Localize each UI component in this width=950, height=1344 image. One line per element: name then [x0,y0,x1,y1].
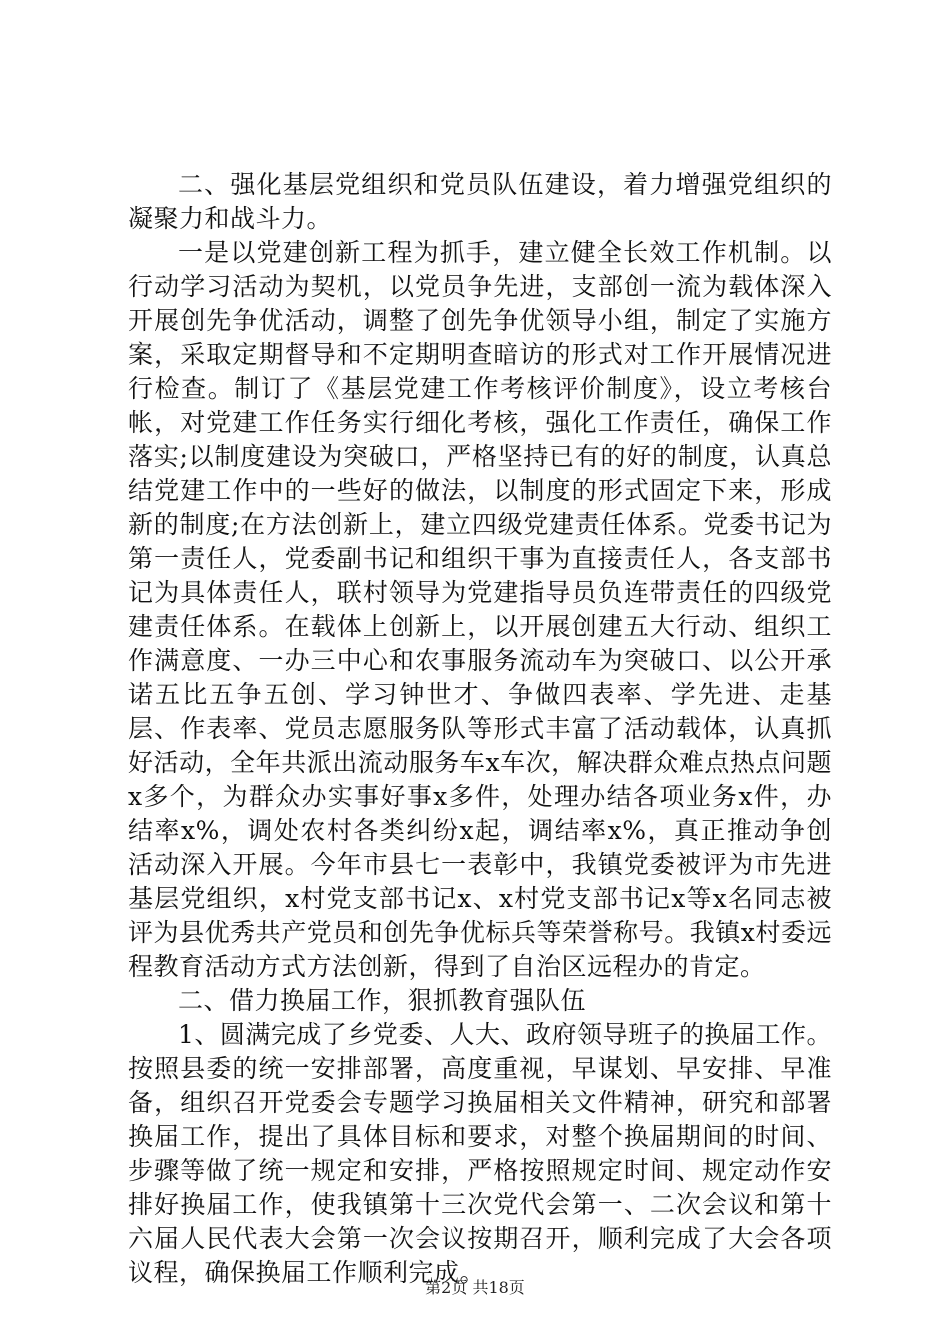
document-body [128,168,832,1290]
section-heading-1: 二、强化基层党组织和党员队伍建设，着力增强党组织的凝聚力和战斗力。 [128,170,832,233]
section-heading-2: 二、借力换届工作，狠抓教育强队伍 [178,986,587,1015]
page-footer: 第2页 共18页 [425,1278,525,1297]
paragraph-2: 1、圆满完成了乡党委、人大、政府领导班子的换届工作。按照县委的统一安排部署，高度重视，早谋划、早安排、早准备，组织召开党委会专题学习换届相关文件精神，研究和部署换届工作，提出了具体目标和要求，对整个换届期间的时间、步骤等做了统一规定和安排，严格按照规定时间、规定动作安排好换届工作，使我镇第十三次党代会第一、二次会议和第十六届人民代表大会第一次会议按期召开，顺利完成了大会各项议程，确保换届工作顺利完成。 [128,1020,832,1287]
paragraph-1: 一是以党建创新工程为抓手，建立健全长效工作机制。以行动学习活动为契机，以党员争先进，支部创一流为载体深入开展创先争优活动，调整了创先争优领导小组，制定了实施方案，采取定期督导和不定期明查暗访的形式对工作开展情况进行检查。制订了《基层党建工作考核评价制度》，设立考核台帐，对党建工作任务实行细化考核，强化工作责任，确保工作落实;以制度建设为突破口，严格坚持已有的好的制度，认真总结党建工作中的一些好的做法，以制度的形式固定下来，形成新的制度;在方法创新上，建立四级党建责任体系。党委书记为第一责任人，党委副书记和组织干事为直接责任人，各支部书记为具体责任人，联村领导为党建指导员负连带责任的四级党建责任体系。在载体上创新上，以开展创建五大行动、组织工作满意度、一办三中心和农事服务流动车为突破口、以公开承诺五比五争五创、学习钟世才、争做四表率、学先进、走基层、作表率、党员志愿服务队等形式丰富了活动载体，认真抓好活动，全年共派出流动服务车x车次，解决群众难点热点问题x多个，为群众办实事好事x多件，处理办结各项业务x件，办结率x%，调处农村各类纠纷x起，调结率x%，真正推动争创活动深入开展。今年市县七一表彰中，我镇党委被评为市先进基层党组织，x村党支部书记x、x村党支部书记x等x名同志被评为县优秀共产党员和创先争优标兵等荣誉称号。我镇x村委远程教育活动方式方法创新，得到了自治区远程办的肯定。 [128,238,832,981]
